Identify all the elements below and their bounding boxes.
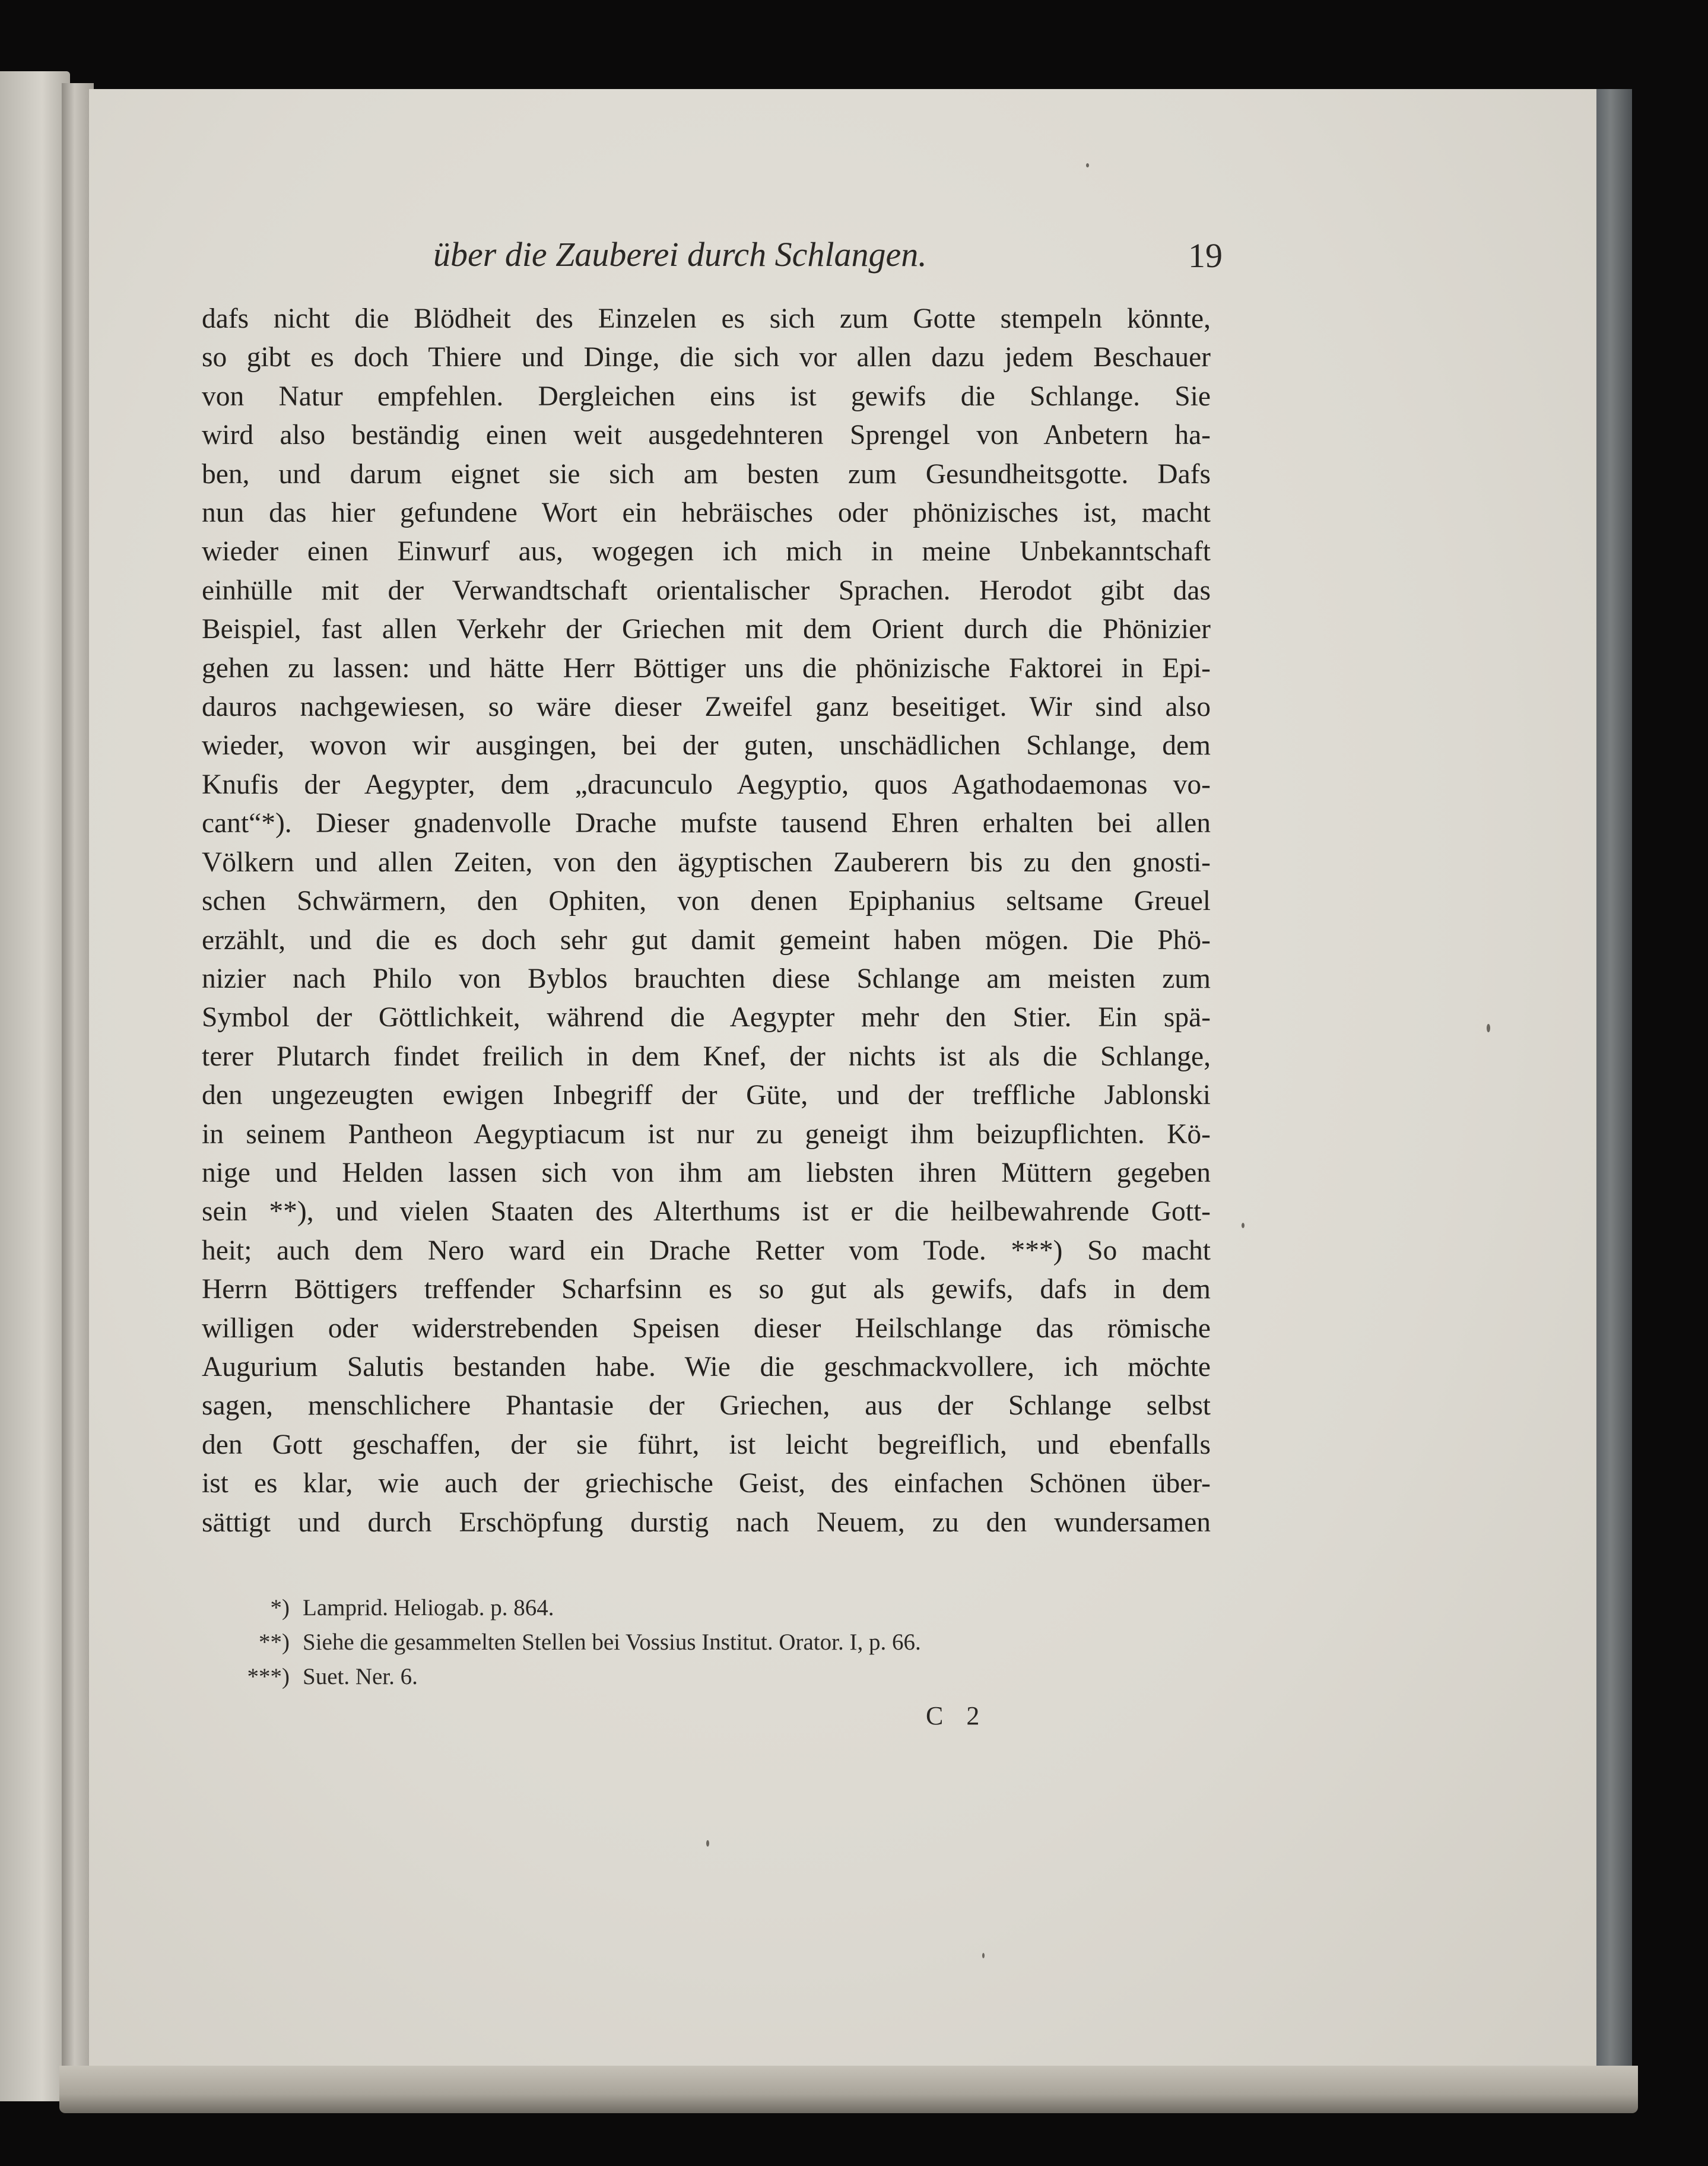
page-number: 19 <box>1188 236 1223 275</box>
text-line: ben, und darum eignet sie sich am besten zum Gesundheitsgotte. Dafs <box>202 458 1211 490</box>
footnotes <box>202 1591 1116 1694</box>
text-line: Augurium Salutis bestanden habe. Wie die geschmackvollere, ich möchte <box>202 1351 1211 1382</box>
paper-speck <box>1086 163 1089 167</box>
text-line: den Gott geschaffen, der sie führt, ist leicht begreiflich, und ebenfalls <box>202 1429 1211 1460</box>
footnote-mark: *) <box>270 1595 290 1620</box>
text-line: terer Plutarch findet freilich in dem Knef, der nichts ist als die Schlange, <box>202 1041 1211 1072</box>
text-line: sagen, menschlichere Phantasie der Griechen, aus der Schlange selbst <box>202 1390 1211 1422</box>
footnote <box>202 1625 1116 1660</box>
text-line: nizier nach Philo von Byblos brauchten diese Schlange am meisten zum <box>202 963 1211 994</box>
printer-signature: C 2 <box>926 1701 988 1730</box>
text-line: Völkern und allen Zeiten, von den ägyptischen Zauberern bis zu den gnosti- <box>202 846 1211 878</box>
footnote-text: Suet. Ner. 6. <box>303 1664 418 1689</box>
text-line: schen Schwärmern, den Ophiten, von denen Epiphanius seltsame Greuel <box>202 886 1211 917</box>
text-line: heit; auch dem Nero ward ein Drache Retter vom Tode. ***) So macht <box>202 1235 1211 1266</box>
facing-page-edge <box>0 71 70 2101</box>
text-line: den ungezeugten ewigen Inbegriff der Güte, und der treffliche Jablonski <box>202 1080 1211 1111</box>
text-line: cant“*). Dieser gnadenvolle Drache mufste tausend Ehren erhalten bei allen <box>202 808 1211 839</box>
text-line: ist es klar, wie auch der griechische Geist, des einfachen Schönen über- <box>202 1468 1211 1499</box>
text-line: wieder, wovon wir ausgingen, bei der guten, unschädlichen Schlange, dem <box>202 730 1211 762</box>
text-line: Herrn Böttigers treffender Scharfsinn es so gut als gewifs, dafs in dem <box>202 1274 1211 1305</box>
text-line: Symbol der Göttlichkeit, während die Aegypter mehr den Stier. Ein spä- <box>202 1002 1211 1033</box>
paper-speck <box>1487 1024 1490 1032</box>
text-line: nige und Helden lassen sich von ihm am liebsten ihren Müttern gegeben <box>202 1157 1211 1188</box>
paper-speck <box>1242 1223 1245 1228</box>
text-line: dafs nicht die Blödheit des Einzelen es sich zum Gotte stempeln könnte, <box>202 303 1211 334</box>
text-line: wird also beständig einen weit ausgedehnteren Sprengel von Anbetern ha- <box>202 420 1211 451</box>
footnote <box>202 1591 1116 1625</box>
text-line: Beispiel, fast allen Verkehr der Griechen mit dem Orient durch die Phönizier <box>202 614 1211 645</box>
text-line: gehen zu lassen: und hätte Herr Böttiger uns die phönizische Faktorei in Epi- <box>202 652 1211 684</box>
text-line: sein **), und vielen Staaten des Alterthums ist er die heilbewahrende Gott- <box>202 1196 1211 1228</box>
footnote-mark: **) <box>259 1629 290 1655</box>
text-line: Knufis der Aegypter, dem „dracunculo Aegyptio, quos Agathodaemonas vo- <box>202 769 1211 800</box>
footnote-mark: ***) <box>247 1664 290 1689</box>
text-line: sättigt und durch Erschöpfung durstig nach Neuem, zu den wundersamen <box>202 1507 1211 1538</box>
paper-speck <box>706 1840 709 1847</box>
text-line: von Natur empfehlen. Dergleichen eins ist gewifs die Schlange. Sie <box>202 380 1211 412</box>
body-text <box>202 300 1211 1542</box>
text-line: einhülle mit der Verwandtschaft orientalischer Sprachen. Herodot gibt das <box>202 575 1211 606</box>
paper-speck <box>982 1953 985 1958</box>
text-line: dauros nachgewiesen, so wäre dieser Zweifel ganz beseitiget. Wir sind also <box>202 692 1211 723</box>
footnote-text: Lamprid. Heliogab. p. 864. <box>303 1595 554 1620</box>
footnote-text: Siehe die gesammelten Stellen bei Vossius Institut. Orator. I, p. 66. <box>303 1629 921 1655</box>
text-line: erzählt, und die es doch sehr gut damit gemeint haben mögen. Die Phö- <box>202 924 1211 956</box>
text-line: in seinem Pantheon Aegyptiacum ist nur zu geneigt ihm beizupflichten. Kö- <box>202 1118 1211 1150</box>
page-fore-edge <box>1596 89 1632 2083</box>
footnote <box>202 1660 1116 1694</box>
running-header <box>433 234 1223 288</box>
text-line: wieder einen Einwurf aus, wogegen ich mich in meine Unbekanntschaft <box>202 536 1211 567</box>
running-title: über die Zauberei durch Schlangen. <box>433 235 927 274</box>
text-line: so gibt es doch Thiere und Dinge, die sich vor allen dazu jedem Beschauer <box>202 342 1211 373</box>
text-line: nun das hier gefundene Wort ein hebräisches oder phönizisches ist, macht <box>202 497 1211 529</box>
page-bottom-edge <box>59 2066 1638 2113</box>
text-line: willigen oder widerstrebenden Speisen dieser Heilschlange das römische <box>202 1312 1211 1344</box>
